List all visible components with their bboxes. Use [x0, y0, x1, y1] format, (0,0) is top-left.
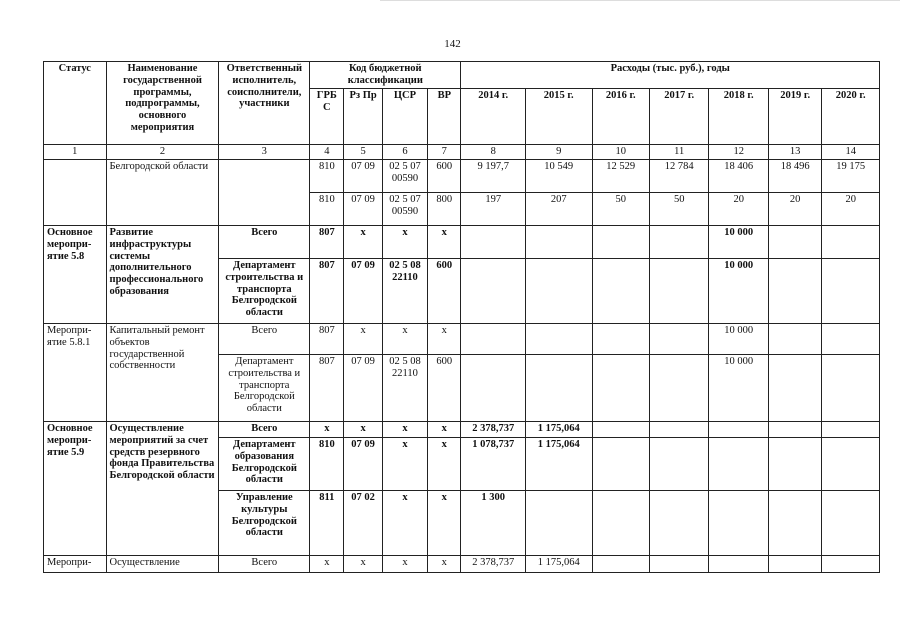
amount-cell: 20 [768, 193, 821, 226]
amount-cell: 1 175,064 [525, 422, 592, 438]
column-number: 14 [822, 145, 880, 160]
amount-cell: 1 078,737 [461, 438, 526, 491]
amount-cell [461, 355, 526, 422]
responsible-cell: Департамент образования Белгородской области [219, 438, 310, 491]
rzpr-cell: 07 09 [344, 438, 382, 491]
amount-cell [525, 491, 592, 556]
column-number: 11 [649, 145, 708, 160]
amount-cell [525, 226, 592, 259]
column-number: 10 [592, 145, 649, 160]
csr-cell: х [382, 422, 427, 438]
amount-cell [709, 422, 768, 438]
vr-cell: х [428, 226, 461, 259]
amount-cell: 2 378,737 [461, 556, 526, 573]
amount-cell: 19 175 [822, 160, 880, 193]
column-number: 7 [428, 145, 461, 160]
rzpr-cell: х [344, 422, 382, 438]
amount-cell: 18 406 [709, 160, 768, 193]
header-year: 2017 г. [649, 89, 708, 145]
csr-cell: х [382, 324, 427, 355]
table-row [44, 324, 880, 355]
amount-cell: 20 [822, 193, 880, 226]
amount-cell [822, 355, 880, 422]
grbs-cell: 807 [310, 259, 344, 324]
grbs-cell: х [310, 422, 344, 438]
column-number: 8 [461, 145, 526, 160]
rzpr-cell: х [344, 324, 382, 355]
csr-cell: х [382, 491, 427, 556]
vr-cell: 800 [428, 193, 461, 226]
name-cell: Развитие инфраструктуры системы дополнительного профессионального образования [106, 226, 219, 324]
amount-cell [822, 226, 880, 259]
amount-cell [592, 556, 649, 573]
amount-cell: 2 378,737 [461, 422, 526, 438]
grbs-cell: 807 [310, 355, 344, 422]
header-name: Наименование государственной программы, подпрограммы, основного мероприятия [106, 62, 219, 145]
amount-cell: 10 000 [709, 355, 768, 422]
column-number: 13 [768, 145, 821, 160]
amount-cell [649, 556, 708, 573]
table-row [44, 160, 880, 193]
amount-cell [768, 355, 821, 422]
amount-cell [461, 324, 526, 355]
header-grbs: ГРБ С [310, 89, 344, 145]
amount-cell [768, 556, 821, 573]
csr-cell: 02 5 07 00590 [382, 160, 427, 193]
header-expenses: Расходы (тыс. руб.), годы [461, 62, 880, 89]
vr-cell: х [428, 324, 461, 355]
amount-cell [822, 491, 880, 556]
amount-cell [649, 324, 708, 355]
rzpr-cell: 07 09 [344, 259, 382, 324]
amount-cell [822, 324, 880, 355]
csr-cell: х [382, 556, 427, 573]
status-cell: Основное меропри-ятие 5.9 [44, 422, 107, 556]
amount-cell: 207 [525, 193, 592, 226]
amount-cell: 1 300 [461, 491, 526, 556]
grbs-cell: 810 [310, 160, 344, 193]
amount-cell [649, 491, 708, 556]
name-cell: Капитальный ремонт объектов государственной собственности [106, 324, 219, 422]
header-year: 2019 г. [768, 89, 821, 145]
grbs-cell: 807 [310, 324, 344, 355]
responsible-cell: Управление культуры Белгородской области [219, 491, 310, 556]
amount-cell [768, 422, 821, 438]
amount-cell [649, 355, 708, 422]
amount-cell [649, 259, 708, 324]
amount-cell [768, 226, 821, 259]
amount-cell [822, 259, 880, 324]
rzpr-cell: 07 09 [344, 355, 382, 422]
header-year: 2016 г. [592, 89, 649, 145]
amount-cell [592, 491, 649, 556]
status-cell: Меропри-ятие 5.8.1 [44, 324, 107, 422]
status-cell: Основное меропри-ятие 5.8 [44, 226, 107, 324]
name-cell: Осуществление мероприятий за счет средств резервного фонда Правительства Белгородской области [106, 422, 219, 556]
column-number: 6 [382, 145, 427, 160]
header-budget-code: Код бюджетной классификации [310, 62, 461, 89]
csr-cell: 02 5 08 22110 [382, 355, 427, 422]
vr-cell: 600 [428, 160, 461, 193]
amount-cell: 18 496 [768, 160, 821, 193]
rzpr-cell: х [344, 226, 382, 259]
responsible-cell: Департамент строительства и транспорта Белгородской области [219, 259, 310, 324]
vr-cell: х [428, 556, 461, 573]
amount-cell [592, 438, 649, 491]
csr-cell: 02 5 08 22110 [382, 259, 427, 324]
header-responsible: Ответственный исполнитель, соисполнители, участники [219, 62, 310, 145]
header-csr: ЦСР [382, 89, 427, 145]
amount-cell [525, 259, 592, 324]
amount-cell [592, 422, 649, 438]
amount-cell [709, 491, 768, 556]
amount-cell: 10 000 [709, 226, 768, 259]
status-cell: Меропри- [44, 556, 107, 573]
amount-cell [461, 259, 526, 324]
table-row [44, 556, 880, 573]
grbs-cell: 810 [310, 193, 344, 226]
header-year: 2020 г. [822, 89, 880, 145]
table-row [44, 226, 880, 259]
budget-table [43, 61, 880, 573]
rzpr-cell: 07 09 [344, 160, 382, 193]
column-number: 2 [106, 145, 219, 160]
amount-cell: 9 197,7 [461, 160, 526, 193]
amount-cell: 197 [461, 193, 526, 226]
grbs-cell: 811 [310, 491, 344, 556]
responsible-cell: Всего [219, 556, 310, 573]
header-status: Статус [44, 62, 107, 145]
column-number: 4 [310, 145, 344, 160]
amount-cell [768, 324, 821, 355]
rzpr-cell: 07 09 [344, 193, 382, 226]
scan-edge-line [380, 0, 900, 1]
column-number: 12 [709, 145, 768, 160]
header-year: 2014 г. [461, 89, 526, 145]
responsible-cell: Всего [219, 422, 310, 438]
vr-cell: 600 [428, 355, 461, 422]
rzpr-cell: 07 02 [344, 491, 382, 556]
amount-cell [768, 259, 821, 324]
amount-cell [525, 355, 592, 422]
status-cell [44, 160, 107, 226]
header-rzpr: Рз Пр [344, 89, 382, 145]
amount-cell [649, 422, 708, 438]
amount-cell [822, 556, 880, 573]
amount-cell: 12 784 [649, 160, 708, 193]
grbs-cell: х [310, 556, 344, 573]
column-number: 1 [44, 145, 107, 160]
amount-cell [709, 556, 768, 573]
responsible-cell [219, 160, 310, 226]
name-cell: Осуществление [106, 556, 219, 573]
vr-cell: 600 [428, 259, 461, 324]
vr-cell: х [428, 422, 461, 438]
amount-cell [768, 438, 821, 491]
amount-cell [649, 226, 708, 259]
amount-cell [822, 438, 880, 491]
amount-cell [768, 491, 821, 556]
csr-cell: 02 5 07 00590 [382, 193, 427, 226]
amount-cell [649, 438, 708, 491]
amount-cell: 10 000 [709, 324, 768, 355]
amount-cell: 12 529 [592, 160, 649, 193]
grbs-cell: 810 [310, 438, 344, 491]
rzpr-cell: х [344, 556, 382, 573]
header-vr: ВР [428, 89, 461, 145]
responsible-cell: Всего [219, 226, 310, 259]
page-number: 142 [444, 38, 461, 50]
responsible-cell: Всего [219, 324, 310, 355]
header-row-1 [44, 62, 880, 89]
column-number-row [44, 145, 880, 160]
amount-cell [592, 355, 649, 422]
header-year: 2018 г. [709, 89, 768, 145]
responsible-cell: Департамент строительства и транспорта Белгородской области [219, 355, 310, 422]
amount-cell [592, 259, 649, 324]
amount-cell [592, 226, 649, 259]
table-row [44, 422, 880, 438]
amount-cell: 10 000 [709, 259, 768, 324]
amount-cell: 50 [649, 193, 708, 226]
csr-cell: х [382, 438, 427, 491]
column-number: 5 [344, 145, 382, 160]
amount-cell: 20 [709, 193, 768, 226]
csr-cell: х [382, 226, 427, 259]
amount-cell [709, 438, 768, 491]
amount-cell [461, 226, 526, 259]
name-cell: Белгородской области [106, 160, 219, 226]
amount-cell [592, 324, 649, 355]
amount-cell: 50 [592, 193, 649, 226]
amount-cell [525, 324, 592, 355]
vr-cell: х [428, 491, 461, 556]
amount-cell: 10 549 [525, 160, 592, 193]
grbs-cell: 807 [310, 226, 344, 259]
amount-cell: 1 175,064 [525, 556, 592, 573]
header-year: 2015 г. [525, 89, 592, 145]
column-number: 9 [525, 145, 592, 160]
column-number: 3 [219, 145, 310, 160]
amount-cell: 1 175,064 [525, 438, 592, 491]
amount-cell [822, 422, 880, 438]
vr-cell: х [428, 438, 461, 491]
